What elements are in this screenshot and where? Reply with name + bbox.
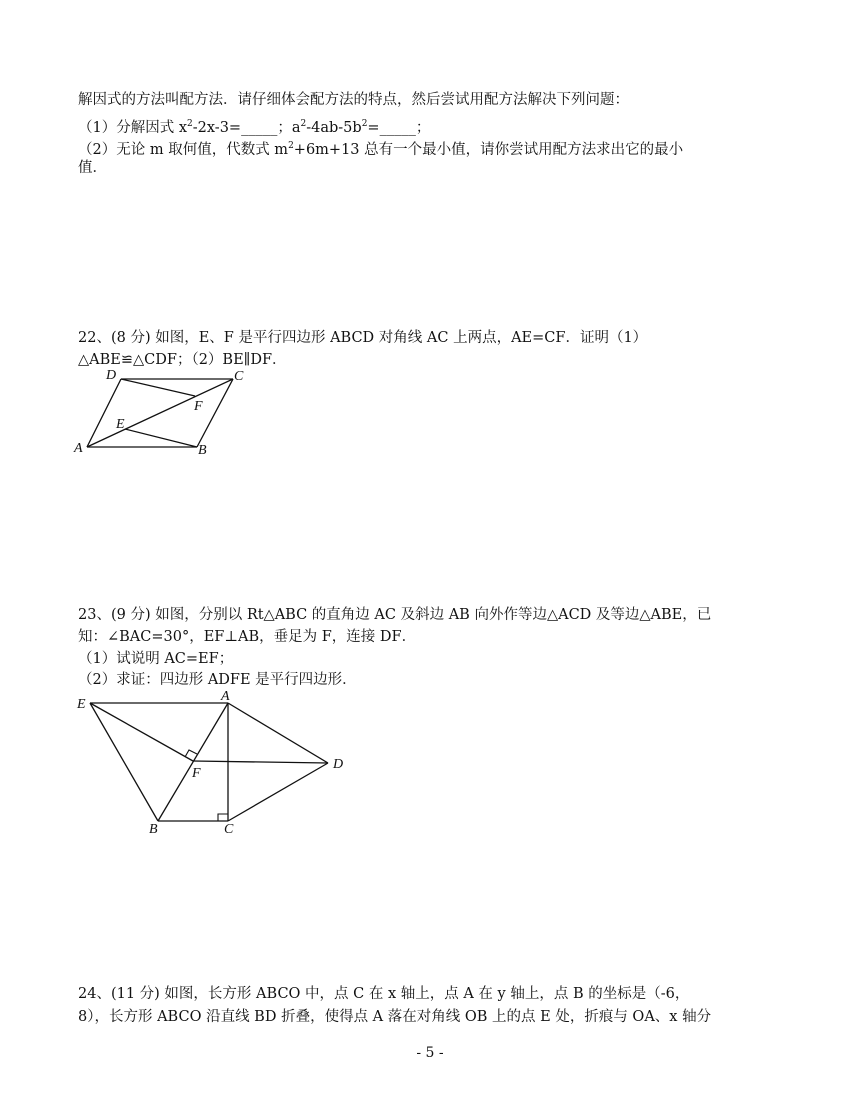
label-C: C bbox=[234, 369, 244, 384]
label-F: F bbox=[192, 766, 201, 781]
problem-24-line2: 8），长方形 ABCO 沿直线 BD 折叠，使得点 A 落在对角线 OB 上的点 E 处，折痕与 OA、x 轴分 bbox=[78, 1009, 712, 1025]
q1-expr: -2x-3= bbox=[192, 119, 242, 136]
page-number: - 5 - bbox=[416, 1045, 444, 1061]
problem-23-q1: （1）试说明 AC=EF； bbox=[78, 651, 234, 667]
intro-line: 解因式的方法叫配方法．请仔细体会配方法的特点，然后尝试用配方法解决下列问题： bbox=[78, 92, 629, 108]
problem-23-line2: 知：∠BAC=30°，EF⊥AB，垂足为 F，连接 DF． bbox=[78, 629, 417, 645]
problem-24-line1: 24、(11 分) 如图，长方形 ABCO 中，点 C 在 x 轴上，点 A 在 y 轴上，点 B 的坐标是（-6， bbox=[78, 986, 690, 1002]
right-angle-mark-f bbox=[185, 750, 197, 757]
problem-23-q2: （2）求证：四边形 ADFE 是平行四边形． bbox=[78, 672, 357, 688]
q1-expr: = bbox=[367, 119, 380, 136]
q2-sup: 2 bbox=[288, 141, 294, 151]
q1-prefix: （1）分解因式 x bbox=[78, 119, 188, 136]
answer-blank: _____ bbox=[241, 119, 278, 136]
problem-22-line2: △ABE≌△CDF；（2）BE∥DF． bbox=[78, 352, 287, 368]
q2-rest: +6m+13 总有一个最小值，请你尝试用配方法求出它的最小 bbox=[293, 141, 684, 158]
problem-22-line1: 22、(8 分) 如图，E、F 是平行四边形 ABCD 对角线 AC 上两点，AE=CF．证明（1） bbox=[78, 330, 648, 346]
q1-sup: 2 bbox=[361, 119, 368, 129]
label-A: A bbox=[221, 689, 230, 704]
q2-prefix: （2）无论 m 取何值，代数式 m bbox=[78, 141, 289, 158]
problem-23-line1: 23、(9 分) 如图，分别以 Rt△ABC 的直角边 AC 及斜边 AB 向外作等边△ACD 及等边△ABE，已 bbox=[78, 607, 712, 623]
answer-blank: _____ bbox=[379, 119, 416, 136]
label-B: B bbox=[149, 822, 158, 837]
right-angle-mark-c bbox=[218, 814, 228, 821]
label-E: E bbox=[116, 417, 125, 432]
q1-expr: ；a bbox=[277, 119, 301, 136]
label-D: D bbox=[333, 757, 344, 772]
parallelogram-figure bbox=[70, 364, 260, 460]
question-2-cont: 值． bbox=[78, 160, 107, 176]
label-B: B bbox=[198, 443, 207, 458]
question-2 bbox=[78, 136, 683, 160]
q1-sup: 2 bbox=[300, 119, 307, 129]
label-E: E bbox=[77, 697, 86, 712]
triangles-figure bbox=[70, 688, 360, 838]
q1-sup: 2 bbox=[187, 119, 193, 129]
label-D: D bbox=[106, 368, 117, 383]
q1-expr: -4ab-5b bbox=[306, 119, 362, 136]
question-1 bbox=[78, 114, 430, 138]
q1-end: ； bbox=[415, 119, 431, 136]
label-C: C bbox=[224, 822, 234, 837]
label-F: F bbox=[194, 399, 203, 414]
label-A: A bbox=[74, 441, 83, 456]
